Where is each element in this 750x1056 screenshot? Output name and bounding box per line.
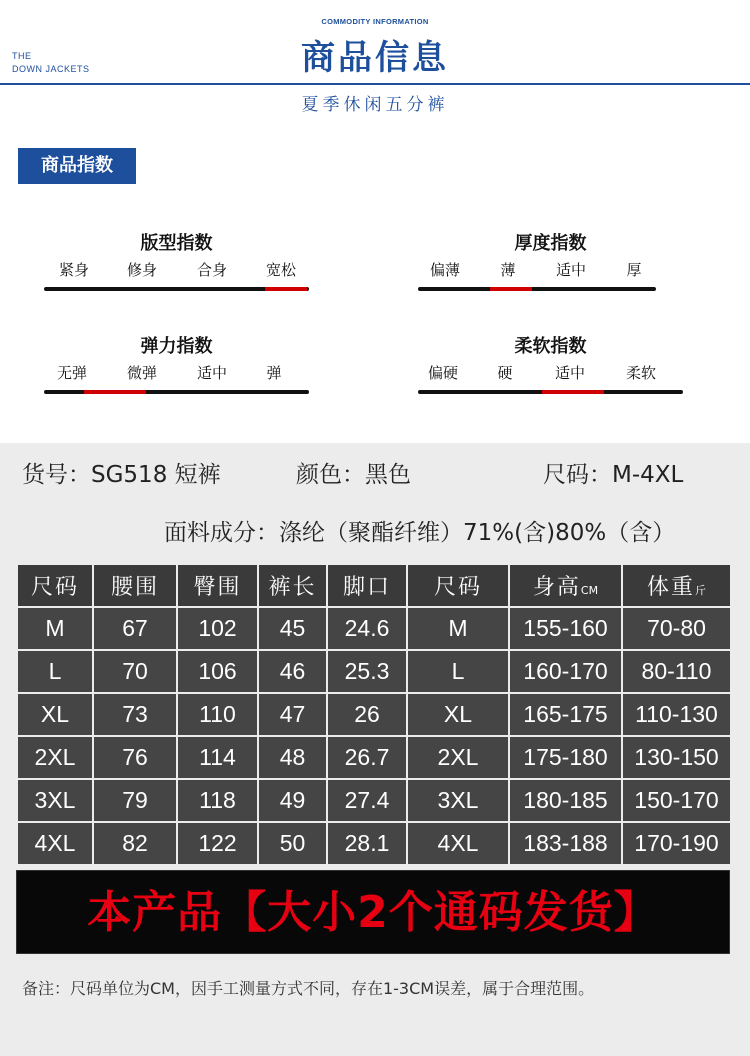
- softness-index-title: 柔软指数: [514, 336, 587, 357]
- table-cell: 3XL: [17, 779, 93, 822]
- thickness-option-thick: 厚: [626, 261, 642, 279]
- header-height-label: 身高: [532, 575, 581, 600]
- table-cell: 170-190: [622, 822, 731, 865]
- table-cell: 82: [93, 822, 177, 865]
- thickness-selected-marker: [490, 287, 532, 291]
- softness-option-hardish: 偏硬: [427, 364, 458, 382]
- softness-index: [418, 332, 683, 392]
- thickness-option-medium: 适中: [555, 261, 586, 279]
- brand-line-2: DOWN JACKETS: [12, 64, 90, 74]
- table-cell: 102: [177, 607, 258, 650]
- table-cell: 28.1: [327, 822, 407, 865]
- fabric-composition: 面料成分：涤纶（聚酯纤维）71%(含)80%（含）: [164, 520, 676, 546]
- table-cell: 150-170: [622, 779, 731, 822]
- elasticity-index: [44, 332, 309, 392]
- table-cell: 110-130: [622, 693, 731, 736]
- elasticity-option-medium: 适中: [196, 364, 227, 382]
- table-cell: 175-180: [509, 736, 622, 779]
- thickness-index: [418, 229, 683, 289]
- elasticity-selected-marker: [84, 390, 146, 394]
- measurement-note: 备注：尺码单位为CM，因手工测量方式不同，存在1-3CM误差，属于合理范围。: [22, 979, 595, 998]
- table-cell: 114: [177, 736, 258, 779]
- product-color: 颜色：黑色: [296, 462, 411, 488]
- table-cell: 27.4: [327, 779, 407, 822]
- table-cell: XL: [407, 693, 509, 736]
- header-height: [509, 564, 622, 607]
- fit-option-regular: 合身: [196, 261, 227, 279]
- table-cell: 79: [93, 779, 177, 822]
- shipping-banner: [16, 870, 730, 954]
- commodity-caption: COMMODITY INFORMATION: [321, 17, 429, 26]
- size-range: 尺码：M-4XL: [543, 462, 684, 488]
- shipping-banner-text: 本产品【大小2个通码发货】: [87, 887, 659, 938]
- header-weight: [622, 564, 731, 607]
- page-title: 商品信息: [301, 38, 449, 78]
- table-cell: 25.3: [327, 650, 407, 693]
- fit-index-title: 版型指数: [140, 233, 213, 254]
- header-size: 尺码: [17, 564, 93, 607]
- table-cell: 46: [258, 650, 327, 693]
- table-cell: 4XL: [17, 822, 93, 865]
- size-table-header: [17, 564, 731, 607]
- table-row: [17, 736, 731, 779]
- table-cell: 26.7: [327, 736, 407, 779]
- header-size-2: 尺码: [407, 564, 509, 607]
- header-waist: 腰围: [93, 564, 177, 607]
- table-cell: 80-110: [622, 650, 731, 693]
- table-cell: 160-170: [509, 650, 622, 693]
- header-weight-unit: 斤: [695, 584, 706, 597]
- table-cell: 24.6: [327, 607, 407, 650]
- header-divider: [0, 83, 750, 85]
- table-cell: 155-160: [509, 607, 622, 650]
- table-cell: 2XL: [17, 736, 93, 779]
- elasticity-option-slight: 微弹: [126, 364, 157, 382]
- thickness-scale-bar: [418, 287, 656, 291]
- table-cell: 45: [258, 607, 327, 650]
- table-row: [17, 607, 731, 650]
- header-leg-opening: 脚口: [327, 564, 407, 607]
- table-cell: 180-185: [509, 779, 622, 822]
- table-cell: 26: [327, 693, 407, 736]
- table-row: [17, 693, 731, 736]
- elasticity-index-title: 弹力指数: [140, 336, 213, 357]
- table-cell: XL: [17, 693, 93, 736]
- table-cell: 165-175: [509, 693, 622, 736]
- item-number: 货号：SG518 短裤: [22, 462, 221, 488]
- section-tag-index: 商品指数: [18, 148, 136, 184]
- fit-selected-marker: [265, 287, 307, 291]
- table-cell: 70-80: [622, 607, 731, 650]
- thickness-index-title: 厚度指数: [514, 233, 587, 254]
- table-cell: 122: [177, 822, 258, 865]
- table-cell: 50: [258, 822, 327, 865]
- table-cell: 49: [258, 779, 327, 822]
- softness-option-medium: 适中: [554, 364, 585, 382]
- table-cell: 183-188: [509, 822, 622, 865]
- elasticity-option-none: 无弹: [56, 364, 87, 382]
- fit-option-loose: 宽松: [265, 261, 296, 279]
- table-cell: 4XL: [407, 822, 509, 865]
- table-cell: M: [407, 607, 509, 650]
- fit-option-tight: 紧身: [58, 261, 89, 279]
- table-cell: 110: [177, 693, 258, 736]
- header-height-unit: CM: [580, 584, 599, 597]
- softness-option-hard: 硬: [497, 364, 513, 382]
- softness-option-soft: 柔软: [625, 364, 656, 382]
- thickness-option-thin: 薄: [500, 261, 516, 279]
- size-table: [16, 563, 732, 866]
- table-row: [17, 779, 731, 822]
- softness-selected-marker: [542, 390, 604, 394]
- header-weight-label: 体重: [646, 575, 695, 600]
- table-cell: 130-150: [622, 736, 731, 779]
- header-length: 裤长: [258, 564, 327, 607]
- table-cell: 3XL: [407, 779, 509, 822]
- fit-option-slim: 修身: [126, 261, 157, 279]
- table-cell: 2XL: [407, 736, 509, 779]
- table-cell: M: [17, 607, 93, 650]
- table-cell: 67: [93, 607, 177, 650]
- table-row: [17, 650, 731, 693]
- table-cell: 48: [258, 736, 327, 779]
- table-cell: 76: [93, 736, 177, 779]
- table-cell: L: [17, 650, 93, 693]
- table-cell: 47: [258, 693, 327, 736]
- page-subtitle: 夏季休闲五分裤: [301, 95, 449, 115]
- table-cell: 118: [177, 779, 258, 822]
- table-cell: L: [407, 650, 509, 693]
- table-cell: 70: [93, 650, 177, 693]
- elasticity-option-stretch: 弹: [266, 364, 282, 382]
- thickness-option-thinnish: 偏薄: [429, 261, 460, 279]
- header-hip: 臀围: [177, 564, 258, 607]
- table-cell: 73: [93, 693, 177, 736]
- brand-line-1: THE: [12, 51, 32, 61]
- table-row: [17, 822, 731, 865]
- table-cell: 106: [177, 650, 258, 693]
- fit-index: [44, 229, 309, 289]
